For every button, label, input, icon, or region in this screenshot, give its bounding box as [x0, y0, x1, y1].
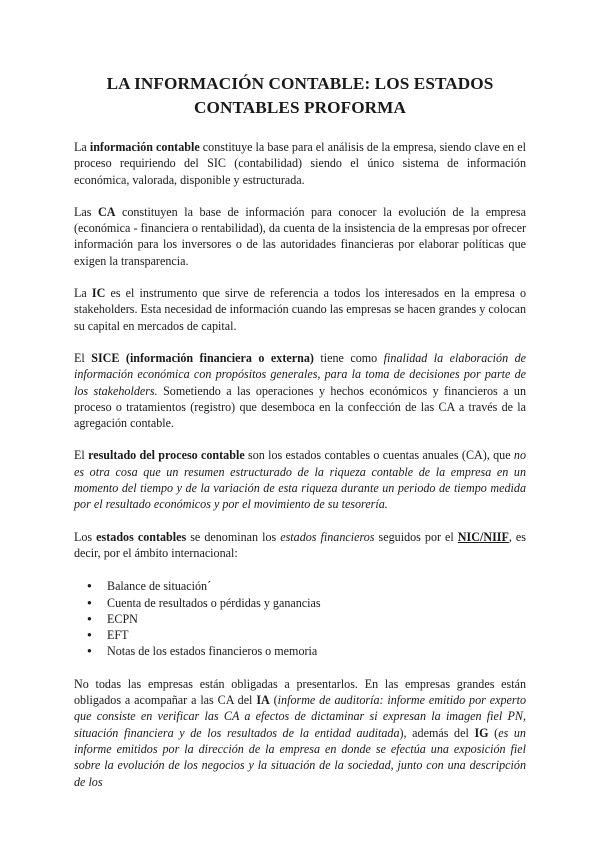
paragraph-ic: La IC es el instrumento que sirve de referencia a todos los interesados en la empresa o stakeholders. Esta necesidad de información cuando las empresas se hacen grandes y colocan su capital en mercados de capital.: [74, 286, 527, 333]
term-nic-niif: NIC/NIIF: [457, 529, 509, 544]
list-item: ● EFT: [107, 627, 526, 643]
term-ig: IG: [474, 725, 489, 740]
resultado-definicion: no es otra cosa que un resumen estructurado de la riqueza contable de la empresa en un momento del tiempo y de la variación de esta riqueza durante un periodo de tiempo medida por el resultado económicos y por el movimiento de su tesorería.: [74, 448, 526, 512]
term-ia: IA: [256, 693, 270, 708]
sice-finalidad: finalidad la elaboración de información económica con propósitos generales, para la toma de decisiones por parte de los stakeholders.: [74, 350, 526, 398]
list-item: ● Notas de los estados financieros o memoria: [107, 643, 526, 659]
paragraph-obligacion: No todas las empresas están obligadas a presentarlos. En las empresas grandes están obligados a acompañar a las CA del IA (informe de auditoría: informe emitido por experto que consiste en verificar las CA a efectos de dictaminar si expresan la imagen fiel PN, situación financiera y de los resultados de la entidad auditada), además del IG (es un informe emitidos por la dirección de la empresa en donde se efectúa una exposición fiel sobre la evolución de los negocios y la situación de la sociedad, junto con una descripción de los: [74, 676, 526, 789]
paragraph-informacion-contable: La información contable constituye la base para el análisis de la empresa, siendo clave en el proceso requiriendo del SIC (contabilidad) siendo el único sistema de información económica, valorada, disponible y estructurada.: [74, 140, 527, 187]
paragraph-estados-contables: Los estados contables se denominan los estados financieros seguidos por el NIC/NIIF, es decir, por el ámbito internacional:: [74, 529, 526, 560]
term-resultado-proceso: resultado del proceso contable: [88, 448, 245, 463]
paragraph-resultado: El resultado del proceso contable son los estados contables o cuentas anuales (CA), que no es otra cosa que un resumen estructurado de la riqueza contable de la empresa en un momento del tiempo y de la variación de esta riqueza durante un periodo de tiempo medida por el resultado económicos y por el movimiento de su tesorería.: [74, 448, 526, 512]
list-item: ● Cuenta de resultados o pérdidas y ganancias: [107, 595, 526, 611]
term-estados-financieros: estados financieros: [280, 529, 375, 544]
term-ca: CA: [97, 204, 116, 219]
ia-definicion: informe de auditoría: informe emitido por experto que consiste en verificar las CA a efectos de dictaminar si expresan la imagen fiel PN, situación financiera y de los resultados de la entidad auditada: [74, 693, 526, 740]
document-title: [74, 72, 526, 120]
paragraph-sice: El SICE (información financiera o externa) tiene como finalidad la elaboración de información económica con propósitos generales, para la toma de decisiones por parte de los stakeholders. Sometiendo a las operaciones y hechos económicos y financieros a un proceso o tratamientos (registro) que desemboca en la confección de las CA a través de la agregación contable.: [74, 350, 526, 431]
term-sice: SICE (información financiera o externa): [91, 350, 314, 365]
list-item: ● Balance de situación´: [107, 578, 526, 594]
term-ic: IC: [91, 286, 106, 301]
title-line-1: LA INFORMACIÓN CONTABLE: LOS ESTADOS: [106, 74, 494, 93]
paragraph-ca: Las CA constituyen la base de información para conocer la evolución de la empresa (económica - financiera o rentabilidad), da cuenta de la insistencia de la empresas por ofrecer información para los inversores o de las autoridades financieras por elaborar políticas que exigen la transparencia.: [74, 204, 526, 268]
title-line-2: CONTABLES PROFORMA: [193, 98, 407, 117]
ig-definicion: es un informe emitidos por la dirección de la empresa en donde se efectúa una exposición fiel sobre la evolución de los negocios y la situación de la sociedad, junto con una descripción de los: [74, 725, 526, 789]
term-informacion-contable: información contable: [89, 140, 200, 154]
list-item: ● ECPN: [107, 611, 526, 627]
term-estados-contables: estados contables: [96, 529, 187, 544]
estados-list: [74, 578, 526, 659]
